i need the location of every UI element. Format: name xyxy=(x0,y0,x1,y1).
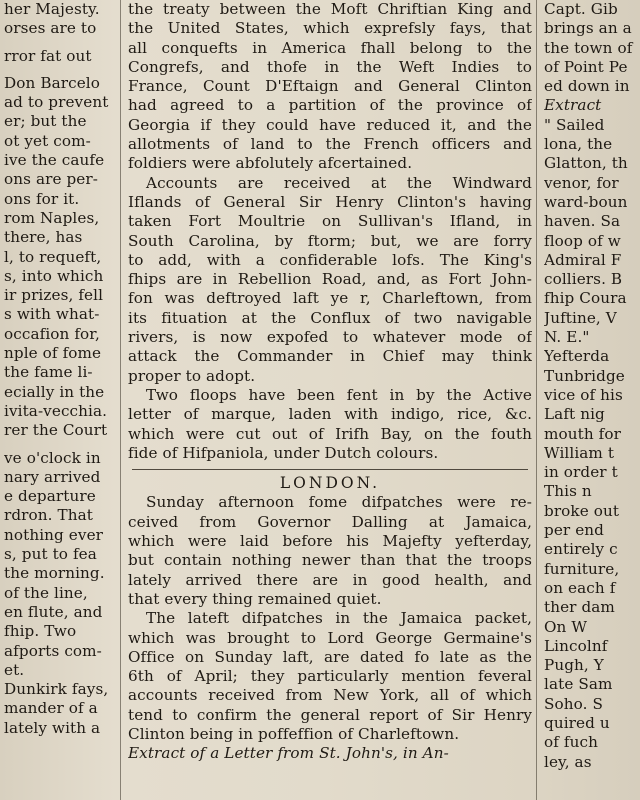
text-line: Extract xyxy=(544,96,602,115)
text-line: tend to confirm the general report of Sir Henry xyxy=(128,705,532,724)
text-line: letter of marque, laden with indigo, rice, &c. xyxy=(128,405,532,424)
text-line: ed down in xyxy=(544,77,630,96)
text-line: the United States, which exprefsly fays, that xyxy=(128,19,532,38)
paragraph-jamaica-dispatches xyxy=(128,493,532,609)
text-line: Juftine, V xyxy=(544,308,617,327)
text-line: accounts received from New York, all of which xyxy=(128,686,532,705)
text-line: fhips are in Rebellion Road, and, as Fort John- xyxy=(128,270,532,289)
text-line xyxy=(4,39,116,47)
text-line: quired u xyxy=(544,713,610,732)
text-line: et. xyxy=(4,660,25,679)
text-line: Yefterda xyxy=(544,347,610,366)
text-line: ward-boun xyxy=(544,192,628,211)
text-line: ir prizes, fell xyxy=(4,286,104,305)
text-line: of the line, xyxy=(4,583,88,602)
section-divider xyxy=(132,469,528,470)
text-line: taken Fort Moultrie on Sullivan's Ifland, in xyxy=(128,212,532,231)
column-rule-left xyxy=(120,0,121,800)
text-line: William t xyxy=(544,443,615,462)
text-line: s, put to fea xyxy=(4,545,97,564)
text-line: on each f xyxy=(544,578,616,597)
text-line xyxy=(4,66,116,74)
text-line: Extract of a Letter from St. John's, in An- xyxy=(128,744,449,763)
text-line: " Sailed xyxy=(544,115,605,134)
text-line: Office on Sunday laft, are dated fo late as the xyxy=(128,647,532,666)
text-line: nothing ever xyxy=(4,525,104,544)
text-line: her Majesty. xyxy=(4,0,100,18)
text-line: Pugh, Y xyxy=(544,656,604,675)
text-line: of Point Pe xyxy=(544,57,628,76)
text-line: France, Count D'Eftaign and General Clinton xyxy=(128,77,532,96)
text-line: lona, the xyxy=(544,135,613,154)
text-line: ceived from Governor Dalling at Jamaica, xyxy=(128,512,532,531)
text-line: Glatton, th xyxy=(544,154,628,173)
text-line: Tunbridge xyxy=(544,366,625,385)
text-line: N. E." xyxy=(544,328,590,347)
text-line: nple of fome xyxy=(4,344,102,363)
text-line: rdron. That xyxy=(4,506,93,525)
text-line: The lateft difpatches in the Jamaica packet, xyxy=(146,609,532,628)
text-line: ons for it. xyxy=(4,189,80,208)
text-line: mander of a xyxy=(4,699,98,718)
text-line: South Carolina, by ftorm; but, we are forry xyxy=(128,231,532,250)
text-line: late Sam xyxy=(544,675,613,694)
text-line: had agreed to a partition of the province of xyxy=(128,96,532,115)
text-line: proper to adopt. xyxy=(128,366,256,385)
text-line: floop of w xyxy=(544,231,621,250)
section-heading-london: LONDON. xyxy=(279,474,381,493)
text-line: Iflands of General Sir Henry Clinton's having xyxy=(128,192,532,211)
text-line: Two floops have been fent in by the Active xyxy=(146,385,532,404)
text-line: 6th of April; they particularly mention feveral xyxy=(128,667,532,686)
text-line: there, has xyxy=(4,228,83,247)
text-line: ve o'clock in xyxy=(4,448,101,467)
text-line: s, into which xyxy=(4,266,104,285)
text-line: orses are to xyxy=(4,19,97,38)
text-line: This n xyxy=(544,482,592,501)
text-line: colliers. B xyxy=(544,270,623,289)
text-line: Capt. Gib xyxy=(544,0,618,18)
text-line: Sunday afternoon fome difpatches were re- xyxy=(146,493,532,512)
text-line: Dunkirk fays, xyxy=(4,680,109,699)
right-column xyxy=(542,0,640,800)
text-line xyxy=(4,441,116,449)
text-line: rom Naples, xyxy=(4,208,100,227)
text-line: the fame li- xyxy=(4,363,93,382)
middle-column xyxy=(128,0,532,800)
text-line: lately with a xyxy=(4,718,101,737)
text-line: e departure xyxy=(4,487,96,506)
text-line: which were cut out of Irifh Bay, on the fouth xyxy=(128,424,532,443)
text-line: rer the Court xyxy=(4,421,108,440)
text-line: nary arrived xyxy=(4,467,101,486)
text-line: l, to requeft, xyxy=(4,247,102,266)
text-line: er; but the xyxy=(4,112,87,131)
text-line: en flute, and xyxy=(4,602,103,621)
paragraph-jamaica-packet xyxy=(128,609,532,744)
text-line: s with what- xyxy=(4,305,100,324)
text-line: ley, as xyxy=(544,752,592,771)
text-line: fhip Coura xyxy=(544,289,627,308)
text-line: but contain nothing newer than that the troops xyxy=(128,551,532,570)
text-line: Accounts are received at the Windward xyxy=(146,173,532,192)
text-line: ons are per- xyxy=(4,170,98,189)
text-line: in order t xyxy=(544,463,618,482)
text-line: the town of xyxy=(544,38,633,57)
paragraph-sloops xyxy=(128,386,532,463)
text-line: its fituation at the Conflux of two navigable xyxy=(128,308,532,327)
text-line: ecially in the xyxy=(4,382,105,401)
text-line: entirely c xyxy=(544,540,618,559)
text-line: venor, for xyxy=(544,173,619,192)
text-line: rivers, is now expofed to whatever mode of xyxy=(128,328,532,347)
text-line: attack the Commander in Chief may think xyxy=(128,347,532,366)
paragraph-treaty xyxy=(128,0,532,174)
text-line: Congrefs, and thofe in the Weft Indies to xyxy=(128,57,532,76)
text-line: occafion for, xyxy=(4,324,100,343)
text-line: afports com- xyxy=(4,641,102,660)
text-line: ot yet com- xyxy=(4,131,91,150)
text-line: which was brought to Lord George Germaine's xyxy=(128,628,532,647)
paragraph-fort-moultrie xyxy=(128,174,532,386)
text-line: haven. Sa xyxy=(544,212,621,231)
text-line: Admiral F xyxy=(544,250,622,269)
text-line: ther dam xyxy=(544,598,615,617)
text-line: Soho. S xyxy=(544,694,603,713)
text-line: ivita-vecchia. xyxy=(4,401,108,420)
column-rule-right xyxy=(536,0,537,800)
text-line: per end xyxy=(544,521,604,540)
text-line: fhip. Two xyxy=(4,622,77,641)
text-line: to add, with a confiderable lofs. The King's xyxy=(128,250,532,269)
text-line: ad to prevent xyxy=(4,93,109,112)
text-line: which were laid before his Majefty yefterday, xyxy=(128,532,532,551)
text-line: foldiers were abfolutely afcertained. xyxy=(128,154,413,173)
text-line: that every thing remained quiet. xyxy=(128,589,382,608)
text-line: broke out xyxy=(544,501,620,520)
text-line: the treaty between the Moft Chriftian King and xyxy=(128,0,532,18)
text-line: Laft nig xyxy=(544,405,605,424)
text-line: fide of Hifpaniola, under Dutch colours. xyxy=(128,443,439,462)
text-line: brings an a xyxy=(544,19,632,38)
text-line: vice of his xyxy=(544,385,623,404)
text-line: fon was deftroyed laft ye r, Charleftown, from xyxy=(128,289,532,308)
text-line: ive the caufe xyxy=(4,151,105,170)
text-line: Georgia if they could have reduced it, and the xyxy=(128,115,532,134)
text-line: Don Barcelo xyxy=(4,73,100,92)
text-line: allotments of land to the French officers and xyxy=(128,135,532,154)
paragraph-extract-heading xyxy=(128,744,532,763)
text-line: Lincolnf xyxy=(544,636,608,655)
text-line: rror fat out xyxy=(4,46,92,65)
text-line: all conquefts in America fhall belong to the xyxy=(128,38,532,57)
text-line: Clinton being in poffeffion of Charleftown. xyxy=(128,724,460,743)
left-column xyxy=(0,0,116,800)
text-line: mouth for xyxy=(544,424,621,443)
text-line: the morning. xyxy=(4,564,105,583)
text-line: furniture, xyxy=(544,559,620,578)
text-line: of fuch xyxy=(544,733,598,752)
text-line: lately arrived there are in good health, and xyxy=(128,570,532,589)
text-line: On W xyxy=(544,617,588,636)
